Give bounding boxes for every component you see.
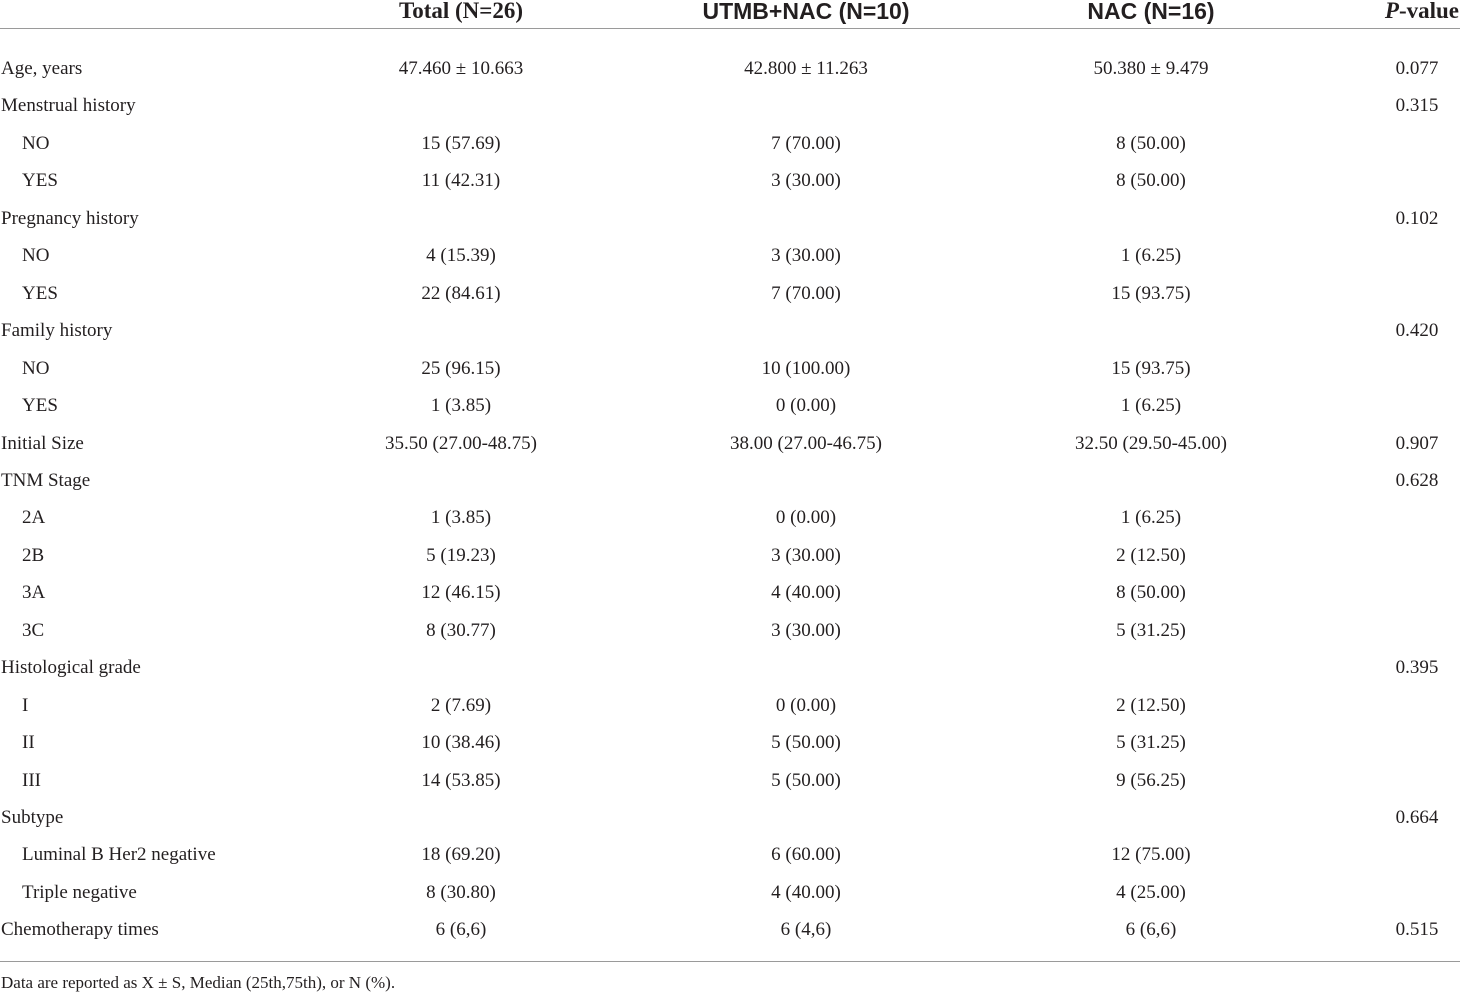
cell-total: 12 (46.15)	[421, 582, 501, 604]
table-row	[0, 843, 1460, 881]
row-label: I	[22, 694, 29, 716]
row-label: Initial Size	[1, 432, 84, 454]
row-label: 2A	[22, 507, 46, 529]
cell-p-value: 0.664	[1395, 807, 1439, 828]
header-utmb-nac: UTMB+NAC (N=10)	[702, 0, 910, 24]
table-row	[0, 132, 1460, 170]
table-row	[0, 57, 1460, 95]
row-label: YES	[22, 282, 58, 304]
row-label: Histological grade	[1, 657, 141, 679]
cell-utmb-nac: 0 (0.00)	[775, 395, 837, 417]
cell-total: 8 (30.77)	[426, 619, 496, 641]
table-row	[0, 506, 1460, 544]
table-row	[0, 432, 1460, 470]
cell-utmb-nac: 10 (100.00)	[761, 357, 851, 379]
cell-utmb-nac: 5 (50.00)	[771, 732, 841, 754]
cell-total: 6 (6,6)	[435, 919, 487, 941]
table-footnote: Data are reported as X ± S, Median (25th,75th), or N (%).	[1, 973, 396, 992]
cell-p-value: 0.102	[1395, 207, 1439, 229]
cell-nac: 12 (75.00)	[1111, 844, 1191, 866]
table-row	[0, 619, 1460, 657]
cell-p-value: 0.420	[1395, 320, 1439, 342]
cell-total: 11 (42.31)	[421, 170, 501, 192]
cell-nac: 5 (31.25)	[1116, 732, 1186, 754]
row-label: 2B	[22, 544, 45, 566]
cell-nac: 1 (6.25)	[1120, 245, 1182, 267]
cell-nac: 15 (93.75)	[1111, 282, 1191, 304]
cell-total: 4 (15.39)	[426, 245, 496, 267]
cell-nac: 32.50 (29.50-45.00)	[1075, 432, 1227, 454]
header-p-italic: P	[1384, 0, 1399, 23]
row-label: NO	[22, 132, 50, 154]
row-label: III	[22, 769, 41, 791]
table-row	[0, 581, 1460, 619]
row-label: Pregnancy history	[1, 207, 139, 229]
row-label: II	[22, 732, 35, 754]
cell-utmb-nac: 3 (30.00)	[771, 544, 841, 566]
cell-total: 10 (38.46)	[421, 732, 501, 754]
row-label: 3C	[22, 619, 45, 641]
cell-utmb-nac: 38.00 (27.00-46.75)	[730, 432, 882, 454]
cell-utmb-nac: 3 (30.00)	[771, 170, 841, 192]
cell-total: 8 (30.80)	[426, 881, 496, 903]
cell-nac: 8 (50.00)	[1116, 170, 1186, 192]
cell-p-value: 0.628	[1395, 469, 1439, 491]
cell-utmb-nac: 0 (0.00)	[775, 694, 837, 716]
table-row	[0, 731, 1460, 769]
cell-total: 18 (69.20)	[421, 844, 501, 866]
cell-nac: 2 (12.50)	[1116, 694, 1186, 716]
cell-p-value: 0.395	[1395, 657, 1439, 679]
cell-utmb-nac: 0 (0.00)	[775, 507, 837, 529]
row-label: Subtype	[1, 807, 64, 828]
table-row	[0, 94, 1460, 132]
table-row	[0, 357, 1460, 395]
cell-total: 1 (3.85)	[430, 507, 492, 529]
cell-nac: 5 (31.25)	[1116, 619, 1186, 641]
cell-nac: 2 (12.50)	[1116, 544, 1186, 566]
row-label: YES	[22, 395, 58, 417]
cell-nac: 8 (50.00)	[1116, 582, 1186, 604]
table-row	[0, 244, 1460, 282]
row-label: Family history	[1, 320, 113, 342]
row-label: Luminal B Her2 negative	[22, 844, 216, 866]
cell-utmb-nac: 42.800 ± 11.263	[744, 58, 868, 79]
row-label: Triple negative	[22, 881, 137, 903]
cell-utmb-nac: 7 (70.00)	[771, 132, 841, 154]
cell-utmb-nac: 3 (30.00)	[771, 245, 841, 267]
table-header	[0, 0, 1460, 28]
table-row	[0, 918, 1460, 956]
cell-utmb-nac: 6 (4,6)	[780, 919, 832, 941]
table-row	[0, 694, 1460, 732]
table-row	[0, 282, 1460, 320]
row-label: TNM Stage	[1, 469, 91, 491]
cell-p-value: 0.907	[1395, 432, 1439, 454]
cell-total: 2 (7.69)	[430, 694, 492, 716]
table-row	[0, 806, 1460, 844]
cell-nac: 9 (56.25)	[1116, 769, 1186, 791]
cell-total: 15 (57.69)	[421, 132, 501, 154]
row-label: YES	[22, 170, 58, 192]
cell-total: 22 (84.61)	[421, 282, 501, 304]
table-row	[0, 656, 1460, 694]
cell-nac: 50.380 ± 9.479	[1093, 58, 1209, 79]
cell-total: 35.50 (27.00-48.75)	[385, 432, 537, 454]
cell-nac: 8 (50.00)	[1116, 132, 1186, 154]
cell-nac: 15 (93.75)	[1111, 357, 1191, 379]
table-row	[0, 394, 1460, 432]
cell-utmb-nac: 6 (60.00)	[771, 844, 841, 866]
table-row	[0, 544, 1460, 582]
cell-utmb-nac: 5 (50.00)	[771, 769, 841, 791]
table-row	[0, 169, 1460, 207]
header-nac: NAC (N=16)	[1087, 0, 1215, 24]
header-rule	[0, 28, 1460, 29]
row-label: Age, years	[1, 58, 83, 79]
cell-nac: 6 (6,6)	[1125, 919, 1177, 941]
cell-total: 47.460 ± 10.663	[398, 58, 524, 79]
cell-p-value: 0.077	[1395, 58, 1439, 79]
cell-utmb-nac: 3 (30.00)	[771, 619, 841, 641]
header-p-value	[1385, 0, 1459, 25]
cell-total: 1 (3.85)	[430, 395, 492, 417]
table-row	[0, 881, 1460, 919]
cell-total: 5 (19.23)	[426, 544, 496, 566]
cell-utmb-nac: 4 (40.00)	[771, 582, 841, 604]
table-row	[0, 207, 1460, 245]
row-label: Menstrual history	[1, 95, 136, 117]
row-label: NO	[22, 357, 50, 379]
cell-total: 14 (53.85)	[421, 769, 501, 791]
cell-p-value: 0.515	[1395, 919, 1439, 941]
row-label: 3A	[22, 582, 46, 604]
header-total: Total (N=26)	[398, 0, 524, 23]
table-row	[0, 769, 1460, 807]
table-row	[0, 319, 1460, 357]
header-p-rest: -value	[1398, 0, 1459, 23]
cell-p-value: 0.315	[1395, 95, 1439, 117]
cell-total: 25 (96.15)	[421, 357, 501, 379]
bottom-rule	[0, 961, 1460, 962]
cell-utmb-nac: 4 (40.00)	[771, 881, 841, 903]
cell-nac: 1 (6.25)	[1120, 395, 1182, 417]
cell-nac: 4 (25.00)	[1116, 881, 1186, 903]
cell-utmb-nac: 7 (70.00)	[771, 282, 841, 304]
row-label: Chemotherapy times	[1, 919, 159, 941]
row-label: NO	[22, 245, 50, 267]
cell-nac: 1 (6.25)	[1120, 507, 1182, 529]
table-row	[0, 469, 1460, 507]
